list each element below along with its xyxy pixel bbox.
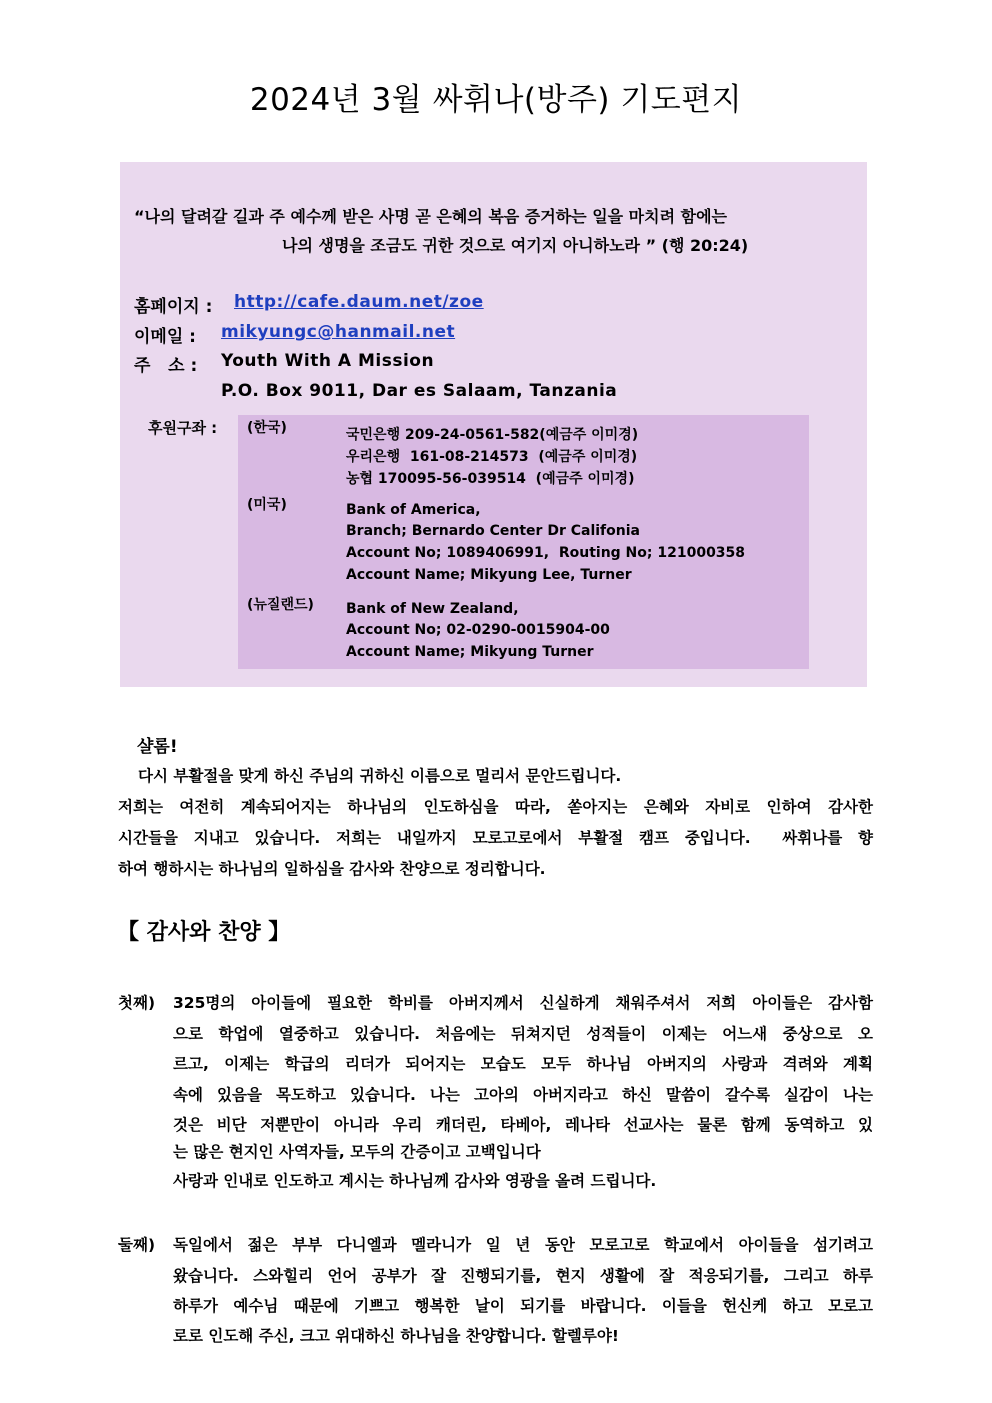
korea-account-1: 국민은행 209-24-0561-582(예금주 이미경) [346,427,639,443]
first-line-1: 325명의 아이들에 필요한 학비를 아버지께서 신실하게 채워주셔서 저희 아이들은 감사함 [173,994,873,1012]
nz-line-1: Bank of New Zealand, [346,601,519,617]
intro-line-4: 하여 행하시는 하나님의 일하심을 감사와 찬양으로 정리합니다. [118,860,546,878]
address-line-1: Youth With A Mission [221,351,435,371]
second-line-2: 왔습니다. 스와힐리 언어 공부가 잘 진행되기를, 현지 생활에 잘 적응되기를, 그리고 하루 [173,1267,873,1285]
intro-line-3: 시간들을 지내고 있습니다. 저희는 내일까지 모로고로에서 부활절 캠프 중입니다. 싸휘나를 향 [118,829,873,847]
usa-line-3: Account No; 1089406991, Routing No; 121000358 [346,545,746,561]
usa-line-2: Branch; Bernardo Center Dr Califonia [346,523,640,539]
first-line-4: 속에 있음을 목도하고 있습니다. 나는 고아의 아버지라고 하신 말씀이 갈수록 실감이 나는 [173,1086,873,1104]
second-line-1: 독일에서 젊은 부부 다니엘과 멜라니가 일 년 동안 모로고로 학교에서 아이들을 섬기려고 [173,1236,873,1254]
nz-line-3: Account Name; Mikyung Turner [346,644,594,660]
usa-line-1: Bank of America, [346,502,481,518]
greeting: 샬롬! [137,737,178,757]
first-line-6: 는 많은 현지인 사역자들, 모두의 간증이고 고백입니다 [173,1143,541,1161]
address-label: 주 소 : [134,356,198,376]
email-label: 이메일 : [134,327,196,347]
second-line-4: 로로 인도해 주신, 크고 위대하신 하나님을 찬양합니다. 할렐루야! [173,1327,619,1345]
verse-line-2: 나의 생명을 조금도 귀한 것으로 여기지 아니하노라 ” (행 20:24) [282,236,749,255]
homepage-link[interactable]: http://cafe.daum.net/zoe [234,292,484,312]
korea-label: (한국) [247,420,287,436]
second-line-3: 하루가 예수님 때문에 기쁘고 행복한 날이 되기를 바랍니다. 이들을 헌신케 하고 모로고 [173,1297,873,1315]
intro-line-2: 저희는 여전히 계속되어지는 하나님의 인도하심을 따라, 쏟아지는 은혜와 자비로 인하여 감사한 [118,798,873,816]
page-title: 2024년 3월 싸휘나(방주) 기도편지 [249,82,743,118]
email-link[interactable]: mikyungc@hanmail.net [221,322,456,342]
usa-label: (미국) [247,497,287,513]
nz-label: (뉴질랜드) [247,597,314,613]
address-line-2: P.O. Box 9011, Dar es Salaam, Tanzania [221,381,618,401]
first-label: 첫째) [118,994,156,1012]
second-label: 둘째) [118,1236,156,1254]
verse-line-1: “나의 달려갈 길과 주 예수께 받은 사명 곧 은혜의 복음 증거하는 일을 마치려 함에는 [134,207,727,226]
usa-line-4: Account Name; Mikyung Lee, Turner [346,567,632,583]
intro-line-1: 다시 부활절을 맞게 하신 주님의 귀하신 이름으로 멀리서 문안드립니다. [138,767,622,785]
korea-account-2: 우리은행 161-08-214573 (예금주 이미경) [346,449,638,465]
korea-account-3: 농협 170095-56-039514 (예금주 이미경) [346,471,635,487]
support-label: 후원구좌 : [148,419,218,437]
first-line-3: 르고, 이제는 학급의 리더가 되어지는 모습도 모두 하나님 아버지의 사랑과 격려와 계획 [173,1055,873,1073]
homepage-label: 홈페이지 : [134,297,213,317]
first-line-2: 으로 학업에 열중하고 있습니다. 처음에는 뒤쳐지던 성적들이 이제는 어느새 중상으로 오 [173,1025,873,1043]
section-heading: 【 감사와 찬양 】 [117,920,291,945]
first-line-7: 사랑과 인내로 인도하고 계시는 하나님께 감사와 영광을 올려 드립니다. [173,1172,657,1190]
first-line-5: 것은 비단 저뿐만이 아니라 우리 캐더린, 타베아, 레나타 선교사는 물론 함께 동역하고 있 [173,1116,873,1134]
nz-line-2: Account No; 02-0290-0015904-00 [346,622,610,638]
